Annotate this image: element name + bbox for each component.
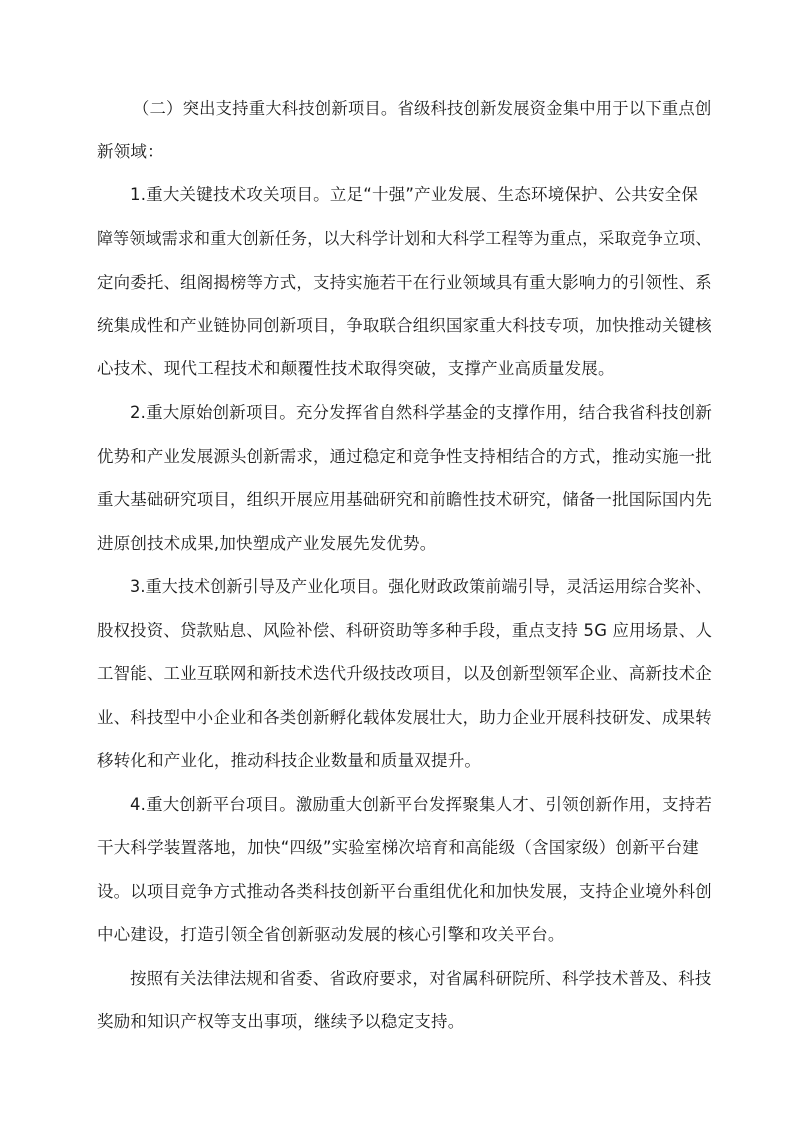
text-line: 移转化和产业化，推动科技企业数量和质量双提升。 — [97, 751, 482, 770]
text-line: 优势和产业发展源头创新需求，通过稳定和竞争性支持相结合的方式，推动实施一批 — [97, 447, 712, 466]
text-line: 3.重大技术创新引导及产业化项目。强化财政政策前端引导，灵活运用综合奖补、 — [130, 577, 712, 596]
text-line: 新领域： — [97, 142, 164, 161]
text-line: 1.重大关键技术攻关项目。立足“十强”产业发展、生态环境保护、公共安全保 — [130, 185, 699, 204]
text-line: 按照有关法律法规和省委、省政府要求，对省属科研院所、科学技术普及、科技 — [130, 969, 712, 988]
text-line: 定向委托、组阁揭榜等方式，支持实施若干在行业领域具有重大影响力的引领性、系 — [97, 273, 712, 292]
text-line: 设。以项目竞争方式推动各类科技创新平台重组优化和加快发展，支持企业境外科创 — [97, 882, 712, 901]
text-line: 4.重大创新平台项目。激励重大创新平台发挥聚集人才、引领创新作用，支持若 — [130, 795, 712, 814]
text-line: 工智能、工业互联网和新技术迭代升级技改项目，以及创新型领军企业、高新技术企 — [97, 664, 712, 683]
text-line: （二）突出支持重大科技创新项目。省级科技创新发展资金集中用于以下重点创 — [133, 99, 712, 118]
text-line: 中心建设，打造引领全省创新驱动发展的核心引擎和攻关平台。 — [97, 925, 565, 944]
text-line: 心技术、现代工程技术和颠覆性技术取得突破，支撑产业高质量发展。 — [97, 359, 615, 378]
text-line: 障等领域需求和重大创新任务，以大科学计划和大科学工程等为重点，采取竞争立项、 — [97, 229, 712, 248]
text-line: 重大基础研究项目，组织开展应用基础研究和前瞻性技术研究，储备一批国际国内先 — [97, 490, 712, 509]
text-line: 2.重大原始创新项目。充分发挥省自然科学基金的支撑作用，结合我省科技创新 — [130, 403, 712, 422]
text-line: 统集成性和产业链协同创新项目，争取联合组织国家重大科技专项，加快推动关键核 — [97, 316, 712, 335]
text-line: 干大科学装置落地，加快“四级”实验室梯次培育和高能级（含国家级）创新平台建 — [97, 838, 699, 857]
text-line: 业、科技型中小企业和各类创新孵化载体发展壮大，助力企业开展科技研发、成果转 — [97, 708, 712, 727]
text-line: 奖励和知识产权等支出事项，继续予以稳定支持。 — [97, 1012, 465, 1031]
text-line: 股权投资、贷款贴息、风险补偿、科研资助等多种手段，重点支持 5G 应用场景、人 — [97, 621, 713, 640]
text-line: 进原创技术成果,加快塑成产业发展先发优势。 — [97, 534, 437, 553]
